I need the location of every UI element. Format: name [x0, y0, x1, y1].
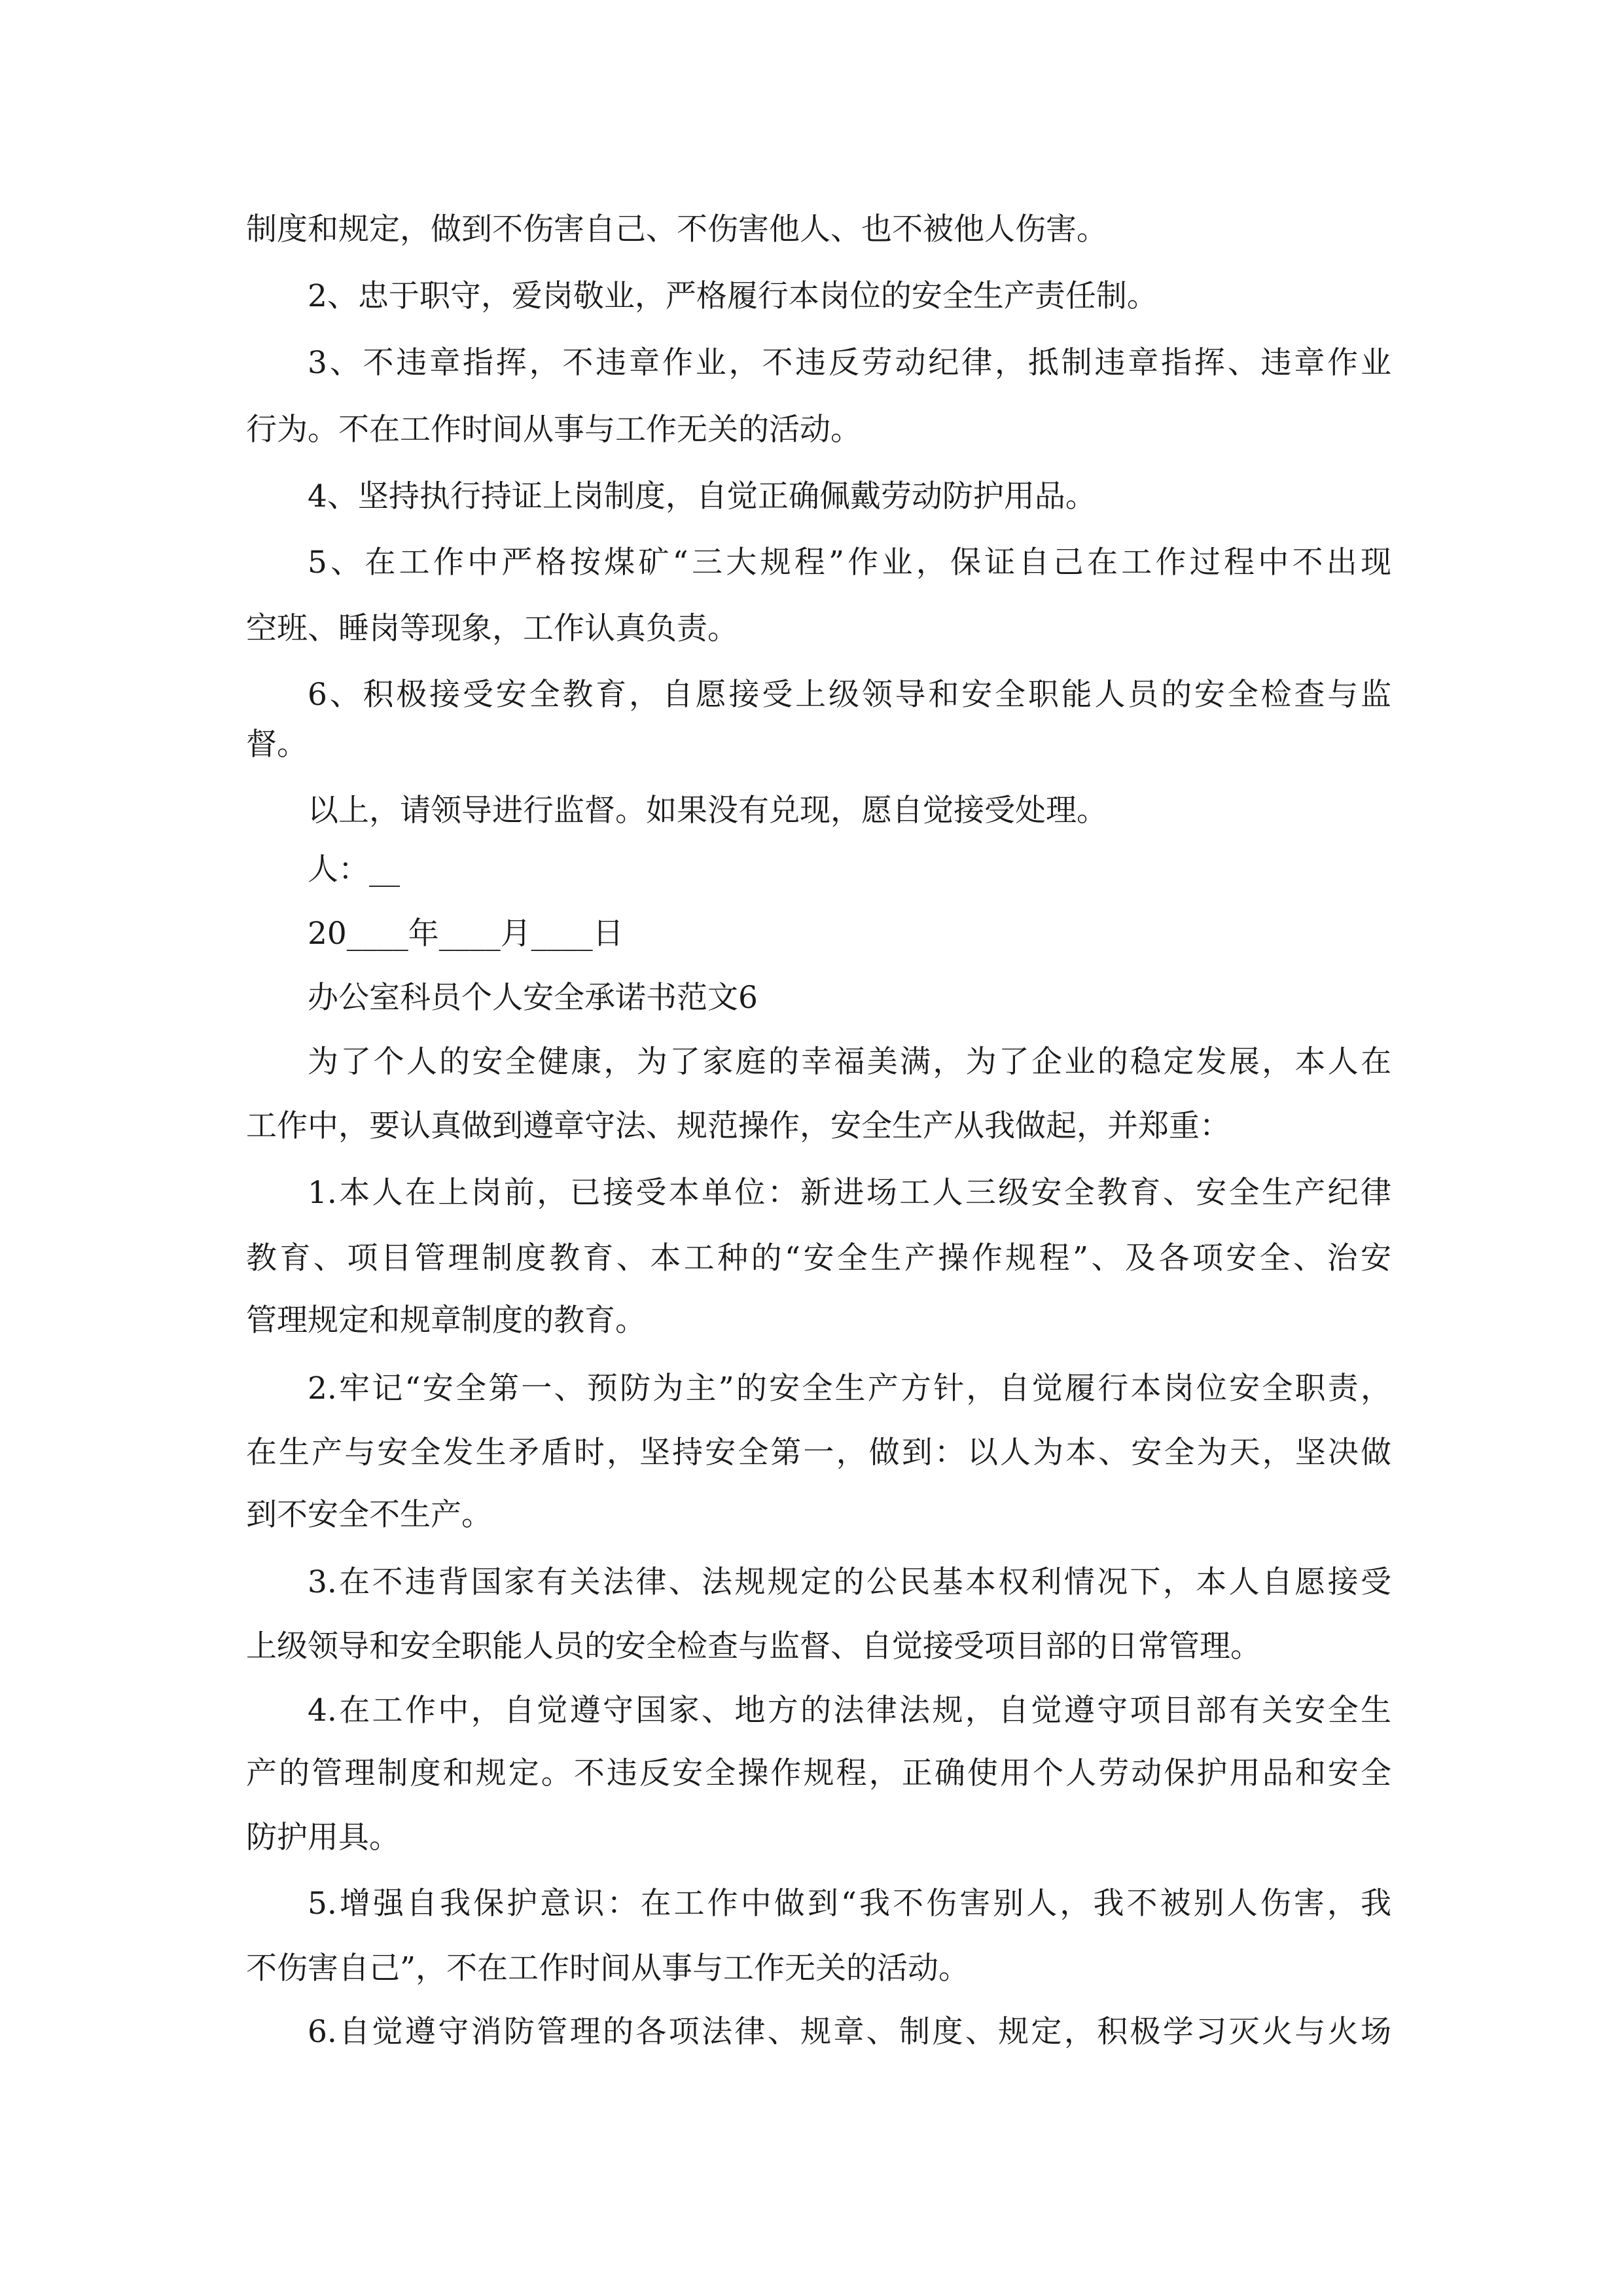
text-line: 产的管理制度和规定。不违反安全操作规程，正确使用个人劳动保护用品和安全: [246, 1755, 1391, 1791]
text-line: 4.在工作中，自觉遵守国家、地方的法律法规，自觉遵守项目部有关安全生: [308, 1693, 1391, 1729]
signature-line: 人：__: [308, 852, 400, 888]
text-line: 管理规定和规章制度的教育。: [246, 1302, 646, 1338]
text-line: 6.自觉遵守消防管理的各项法律、规章、制度、规定，积极学习灭火与火场: [308, 2014, 1391, 2050]
text-line: 4、坚持执行持证上岗制度，自觉正确佩戴劳动防护用品。: [308, 478, 1096, 514]
text-line: 为了个人的安全健康，为了家庭的幸福美满，为了企业的稳定发展，本人在: [308, 1044, 1391, 1080]
text-line: 2、忠于职守，爱岗敬业，严格履行本岗位的安全生产责任制。: [308, 278, 1158, 314]
text-line: 到不安全不生产。: [246, 1497, 492, 1533]
text-line: 不伤害自己”，不在工作时间从事与工作无关的活动。: [246, 1950, 970, 1986]
text-line: 教育、项目管理制度教育、本工种的“安全生产操作规程”、及各项安全、治安: [246, 1240, 1391, 1276]
text-line: 以上，请领导进行监督。如果没有兑现，愿自觉接受处理。: [308, 793, 1107, 829]
text-line: 1.本人在上岗前，已接受本单位：新进场工人三级安全教育、安全生产纪律: [308, 1175, 1391, 1211]
text-line: 5、在工作中严格按煤矿“三大规程”作业，保证自己在工作过程中不出现: [308, 545, 1391, 581]
text-line: 上级领导和安全职能人员的安全检查与监督、自觉接受项目部的日常管理。: [246, 1628, 1261, 1664]
text-line: 制度和规定，做到不伤害自己、不伤害他人、也不被他人伤害。: [246, 211, 1107, 247]
text-line: 防护用具。: [246, 1820, 400, 1856]
text-line: 6、积极接受安全教育，自愿接受上级领导和安全职能人员的安全检查与监: [308, 677, 1391, 713]
text-line: 行为。不在工作时间从事与工作无关的活动。: [246, 412, 861, 448]
text-line: 空班、睡岗等现象，工作认真负责。: [246, 611, 738, 647]
text-line: 工作中，要认真做到遵章守法、规范操作，安全生产从我做起，并郑重：: [246, 1108, 1230, 1144]
text-line: 3、不违章指挥，不违章作业，不违反劳动纪律，抵制违章指挥、违章作业: [308, 345, 1391, 381]
text-line: 2.牢记“安全第一、预防为主”的安全生产方针，自觉履行本岗位安全职责，: [308, 1371, 1391, 1407]
date-line: 20____年____月____日: [308, 916, 624, 952]
text-line: 在生产与安全发生矛盾时，坚持安全第一，做到：以人为本、安全为天，坚决做: [246, 1435, 1391, 1471]
section-title: 办公室科员个人安全承诺书范文6: [308, 980, 758, 1016]
text-line: 督。: [246, 726, 308, 762]
text-line: 3.在不违背国家有关法律、法规规定的公民基本权利情况下，本人自愿接受: [308, 1564, 1391, 1600]
text-line: 5.增强自我保护意识：在工作中做到“我不伤害别人，我不被别人伤害，我: [308, 1886, 1391, 1922]
